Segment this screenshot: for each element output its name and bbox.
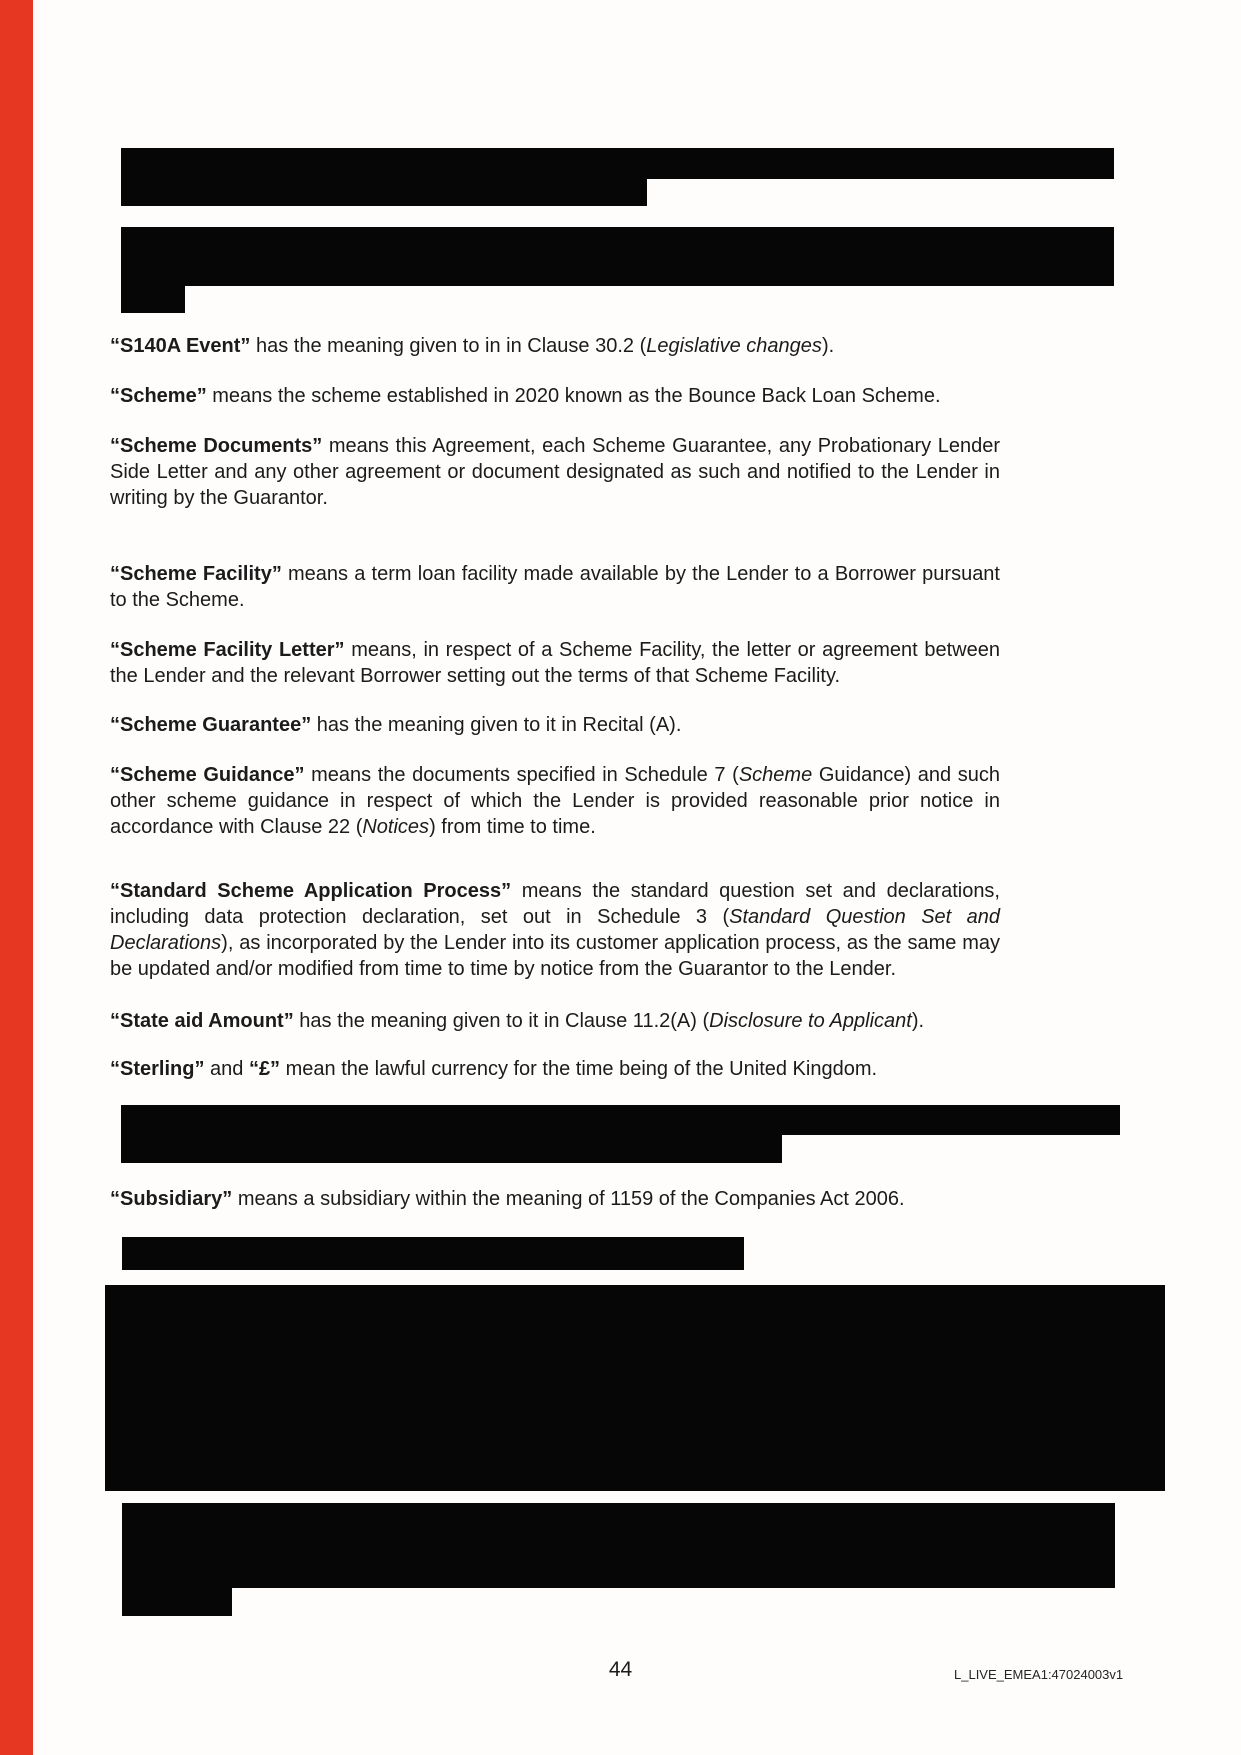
- definition-scheme-guarantee: [110, 712, 1000, 738]
- text-run: means this Agreement, each Scheme Guarantee, any Probationary Lender Side Letter and any other agreement or document designated as such and notified to the Lender in writing by the Guarantor.: [110, 435, 1001, 509]
- text-run: means, in respect of a Scheme Facility, the letter or agreement between the Lender and the relevant Borrower setting out the terms of that Scheme Facility.: [110, 639, 1000, 687]
- text-run: “£”: [248, 1058, 281, 1080]
- text-run: mean the lawful currency for the time being of the United Kingdom.: [280, 1058, 878, 1080]
- text-run: “Scheme Facility”: [110, 563, 282, 585]
- text-run: means a term loan facility made available by the Lender to a Borrower pursuant to the Scheme.: [110, 563, 1000, 611]
- redaction-block-lower-tab: [122, 1588, 232, 1616]
- text-run: “Scheme Documents”: [110, 435, 323, 457]
- definition-scheme-guidance: [110, 762, 1000, 840]
- page-number: 44: [608, 1658, 633, 1681]
- redaction-bar-top-2-tab: [121, 286, 185, 313]
- scan-edge-stripe: [0, 0, 33, 1755]
- redaction-bar-top-1-line-1: [121, 148, 1114, 179]
- text-run: ).: [911, 1010, 925, 1032]
- text-run: ), as incorporated by the Lender into its customer application process, as the same may be updated and/or modified from time to time by notice from the Guarantor to the Lender.: [110, 932, 1000, 980]
- text-run: “Scheme”: [110, 385, 207, 407]
- definition-s140a-event: [110, 333, 1000, 359]
- text-run: ) from time to time.: [429, 816, 596, 838]
- definition-sterling: [110, 1056, 1000, 1082]
- redaction-bar-sterling-line-1: [121, 1105, 1120, 1135]
- text-run: “Standard Scheme Application Process”: [110, 880, 512, 902]
- text-run: Standard Question Set and Declarations: [110, 906, 1000, 954]
- text-run: “Subsidiary”: [110, 1188, 233, 1210]
- definition-scheme-facility-letter: [110, 637, 1000, 689]
- text-run: means the scheme established in 2020 known as the Bounce Back Loan Scheme.: [206, 385, 941, 407]
- text-run: and: [204, 1058, 249, 1080]
- text-run: “Scheme Guidance”: [110, 764, 305, 786]
- definition-state-aid-amount: [110, 1008, 1000, 1034]
- text-run: Notices: [362, 816, 430, 838]
- text-run: means the documents specified in Schedule 7 (: [304, 764, 739, 786]
- redaction-block-large: [105, 1285, 1165, 1491]
- definition-standard-scheme-application-process: [110, 878, 1000, 982]
- redaction-block-lower-main: [122, 1503, 1115, 1588]
- text-run: means a subsidiary within the meaning of 1159 of the Companies Act 2006.: [232, 1188, 905, 1210]
- text-run: has the meaning given to in in Clause 30.2 (: [250, 335, 647, 357]
- text-run: ).: [821, 335, 835, 357]
- definition-scheme: [110, 383, 1000, 409]
- text-run: has the meaning given to it in Clause 11.2(A) (: [293, 1010, 710, 1032]
- redaction-bar-top-1-line-2: [121, 178, 647, 206]
- redaction-bar-subsidiary: [122, 1237, 744, 1270]
- text-run: “Scheme Facility Letter”: [110, 639, 345, 661]
- definition-scheme-documents: [110, 433, 1000, 511]
- document-reference: L_LIVE_EMEA1:47024003v1: [954, 1667, 1124, 1682]
- text-run: Legislative changes: [646, 335, 822, 357]
- text-run: has the meaning given to it in Recital (A).: [311, 714, 682, 736]
- text-run: “S140A Event”: [110, 335, 251, 357]
- redaction-bar-top-2-main: [121, 227, 1114, 286]
- text-run: Guidance) and such other scheme guidance in respect of which the Lender is provided reasonable prior notice in accordance with Clause 22 (: [110, 764, 1000, 838]
- text-run: means the standard question set and declarations, including data protection declaration, set out in Schedule 3 (: [110, 880, 1000, 928]
- text-run: “Sterling”: [110, 1058, 205, 1080]
- text-run: “State aid Amount”: [110, 1010, 294, 1032]
- definition-scheme-facility: [110, 561, 1000, 613]
- redaction-bar-sterling-line-2: [121, 1134, 782, 1163]
- text-run: “Scheme Guarantee”: [110, 714, 312, 736]
- text-run: Disclosure to Applicant: [709, 1010, 912, 1032]
- text-run: Scheme: [738, 764, 813, 786]
- definition-subsidiary: [110, 1186, 1000, 1212]
